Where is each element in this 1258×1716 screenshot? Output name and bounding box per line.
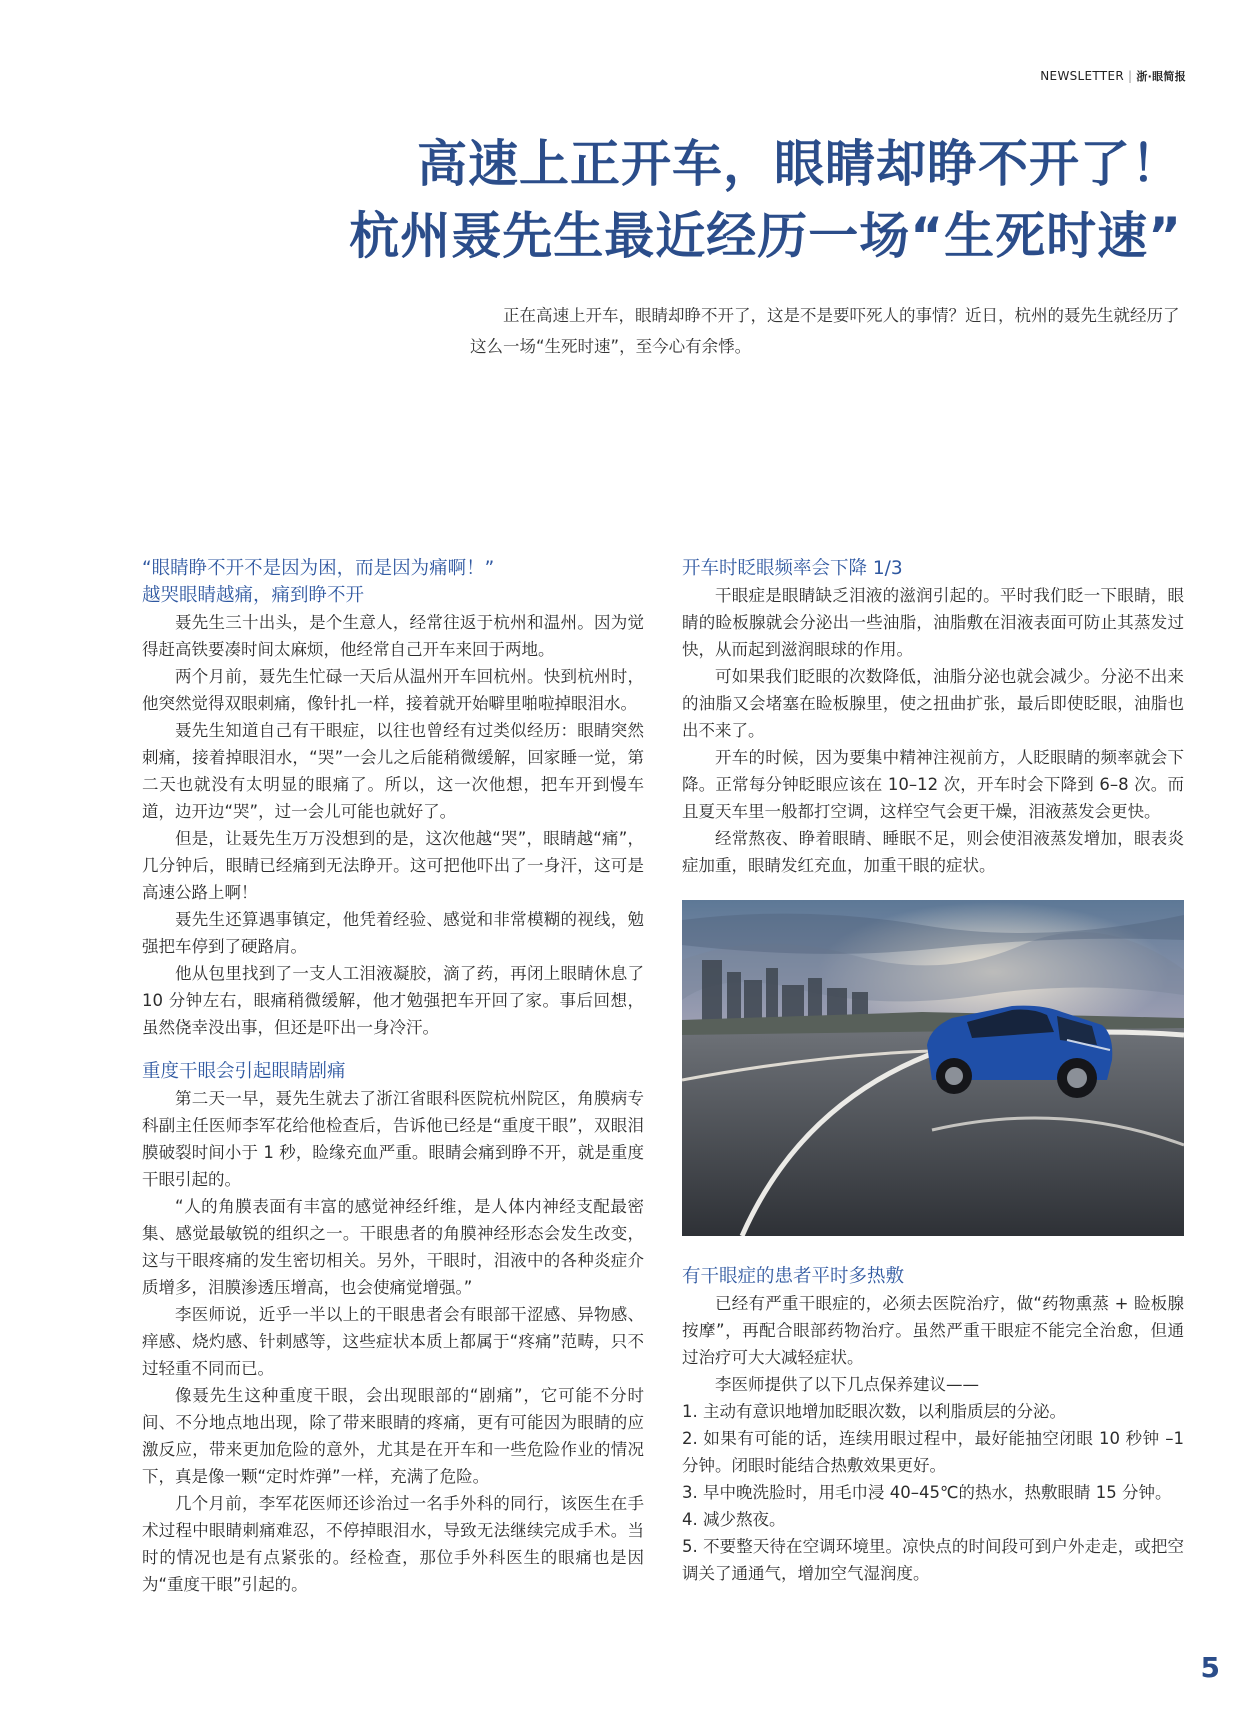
list-item: 4. 减少熬夜。 — [682, 1510, 786, 1529]
paragraph: 像聂先生这种重度干眼，会出现眼部的“剧痛”，它可能不分时间、不分地点地出现，除了带来眼睛的疼痛，更有可能因为眼睛的应激反应，带来更加危险的意外，尤其是在开车和一些危险作业的情况下，真是像一颗“定时炸弹”一样，充满了危险。 — [142, 1386, 644, 1486]
paragraph: 可如果我们眨眼的次数降低，油脂分泌也就会减少。分泌不出来的油脂又会堵塞在睑板腺里，使之扭曲扩张，最后即使眨眼，油脂也出不来了。 — [682, 667, 1184, 740]
paragraph: 聂先生知道自己有干眼症，以往也曾经有过类似经历：眼睛突然刺痛，接着掉眼泪水，“哭”一会儿之后能稍微缓解，回家睡一觉，第二天也就没有太明显的眼痛了。所以，这一次他想，把车开到慢车道，边开边“哭”，过一会儿可能也就好了。 — [142, 721, 644, 821]
paragraph: 他从包里找到了一支人工泪液凝胶，滴了药，再闭上眼睛休息了 10 分钟左右，眼痛稍微缓解，他才勉强把车开回了家。事后回想，虽然侥幸没出事，但还是吓出一身冷汗。 — [142, 964, 644, 1037]
left-column — [142, 555, 644, 1598]
title-line-1: 高速上正开车，眼睛却睁不开了！ — [417, 135, 1182, 193]
newsletter-header — [1040, 68, 1186, 84]
paragraph: 聂先生还算遇事镇定，他凭着经验、感觉和非常模糊的视线，勉强把车停到了硬路肩。 — [142, 910, 644, 956]
paragraph: 聂先生三十出头，是个生意人，经常往返于杭州和温州。因为觉得赶高铁要凑时间太麻烦，他经常自己开车来回于两地。 — [142, 613, 644, 659]
lead-text: 正在高速上开车，眼睛却睁不开了，这是不是要吓死人的事情？近日，杭州的聂先生就经历了这么一场“生死时速”，至今心有余悸。 — [470, 306, 1180, 356]
car-on-highway-photo — [682, 900, 1184, 1236]
lead-paragraph — [470, 300, 1182, 362]
paragraph: 几个月前，李军花医师还诊治过一名手外科的同行，该医生在手术过程中眼睛刺痛难忍，不停掉眼泪水，导致无法继续完成手术。当时的情况也是有点紧张的。经检查，那位手外科医生的眼痛也是因为“重度干眼”引起的。 — [142, 1494, 644, 1594]
paragraph: 第二天一早，聂先生就去了浙江省眼科医院杭州院区，角膜病专科副主任医师李军花给他检查后，告诉他已经是“重度干眼”，双眼泪膜破裂时间小于 1 秒，睑缘充血严重。眼睛会痛到睁不开，就是重度干眼引起的。 — [142, 1089, 644, 1189]
header-separator: | — [1127, 69, 1133, 83]
brand-label: 浙·眼简报 — [1136, 70, 1186, 83]
section-heading-1b: 越哭眼睛越痛，痛到睁不开 — [142, 585, 365, 606]
article-title — [349, 128, 1182, 272]
section-heading-2: 重度干眼会引起眼睛剧痛 — [142, 1061, 346, 1082]
list-item: 5. 不要整天待在空调环境里。凉快点的时间段可到户外走走，或把空调关了通通气，增加空气湿润度。 — [682, 1537, 1184, 1583]
newsletter-label: NEWSLETTER — [1040, 69, 1124, 83]
title-line-2: 杭州聂先生最近经历一场“生死时速” — [349, 207, 1182, 265]
paragraph: 两个月前，聂先生忙碌一天后从温州开车回杭州。快到杭州时，他突然觉得双眼刺痛，像针扎一样，接着就开始噼里啪啦掉眼泪水。 — [142, 667, 644, 713]
paragraph: 已经有严重干眼症的，必须去医院治疗，做“药物熏蒸 + 睑板腺按摩”，再配合眼部药物治疗。虽然严重干眼症不能完全治愈，但通过治疗可大大减轻症状。 — [682, 1294, 1184, 1367]
paragraph: 干眼症是眼睛缺乏泪液的滋润引起的。平时我们眨一下眼睛，眼睛的睑板腺就会分泌出一些油脂，油脂敷在泪液表面可防止其蒸发过快，从而起到滋润眼球的作用。 — [682, 586, 1184, 659]
section-heading-4: 有干眼症的患者平时多热敷 — [682, 1266, 905, 1287]
section-heading-3: 开车时眨眼频率会下降 1/3 — [682, 558, 903, 579]
paragraph: 但是，让聂先生万万没想到的是，这次他越“哭”，眼睛越“痛”，几分钟后，眼睛已经痛到无法睁开。这可把他吓出了一身汗，这可是高速公路上啊！ — [142, 829, 644, 902]
right-column — [682, 555, 1184, 1587]
page-number: 5 — [1200, 1651, 1220, 1684]
list-item: 2. 如果有可能的话，连续用眼过程中，最好能抽空闭眼 10 秒钟 –1 分钟。闭眼时能结合热敷效果更好。 — [682, 1429, 1184, 1475]
paragraph: “人的角膜表面有丰富的感觉神经纤维，是人体内神经支配最密集、感觉最敏锐的组织之一。干眼患者的角膜神经形态会发生改变，这与干眼疼痛的发生密切相关。另外，干眼时，泪液中的各种炎症介质增多，泪膜渗透压增高，也会使痛觉增强。” — [142, 1197, 644, 1297]
paragraph: 李医师说，近乎一半以上的干眼患者会有眼部干涩感、异物感、痒感、烧灼感、针刺感等，这些症状本质上都属于“疼痛”范畴，只不过轻重不同而已。 — [142, 1305, 644, 1378]
paragraph: 经常熬夜、睁着眼睛、睡眠不足，则会使泪液蒸发增加，眼表炎症加重，眼睛发红充血，加重干眼的症状。 — [682, 829, 1184, 875]
list-item: 1. 主动有意识地增加眨眼次数，以利脂质层的分泌。 — [682, 1402, 1066, 1421]
section-heading-1a: “眼睛睁不开不是因为困，而是因为痛啊！” — [142, 558, 495, 579]
paragraph: 李医师提供了以下几点保养建议—— — [715, 1375, 979, 1394]
paragraph: 开车的时候，因为要集中精神注视前方，人眨眼睛的频率就会下降。正常每分钟眨眼应该在 10–12 次，开车时会下降到 6–8 次。而且夏天车里一般都打空调，这样空气会更干燥，泪液蒸发会更快。 — [682, 748, 1184, 821]
list-item: 3. 早中晚洗脸时，用毛巾浸 40–45℃的热水，热敷眼睛 15 分钟。 — [682, 1483, 1172, 1502]
